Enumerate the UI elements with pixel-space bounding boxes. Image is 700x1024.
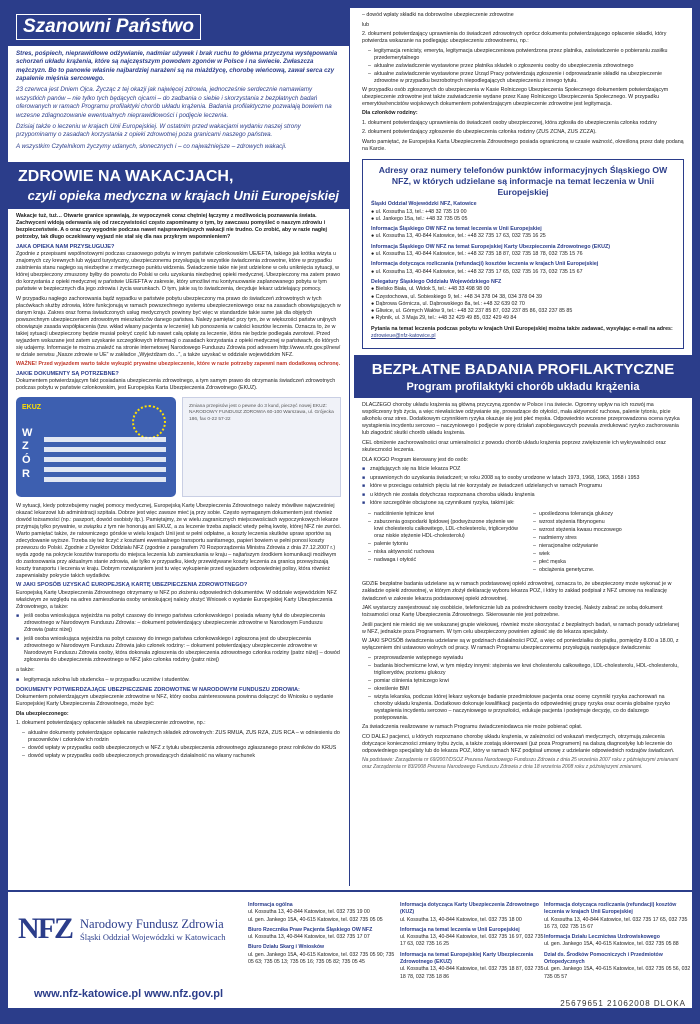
list-item: ■ które szczególnie obciążone są czynnikami ryzyka, takimi jak: (362, 500, 684, 507)
contact-line: ul. Kossutha 13, 40-844 Katowice, tel. 032 735 16 97, 032 735 17 63, 032 735 16 25 (400, 934, 544, 948)
address-block-title: Informacja dotycząca rozliczania (refundacji) kosztów leczenia w krajach Unii Europejskiej (371, 261, 599, 268)
list-item: – zaburzenia gospodarki lipidowej (podwyższone stężenie we krwi cholesterolu całkowitego, LDL-cholesterolu, triglicerydów oraz niskie stężenie HDL-cholesterolu) (368, 519, 519, 540)
prevention-p3: DLA KOGO Program kierowany jest do osób: (362, 456, 468, 463)
email-link[interactable]: zdrowieue@nfz-katowice.pl (371, 332, 436, 339)
list-item: ■ legitymacja szkolna lub studencka – w przypadku uczniów i studentów. (16, 677, 341, 684)
contact-title: Informacja na temat leczenia w Unii Europejskiej (400, 926, 520, 933)
health-list1b (16, 677, 341, 684)
health-list2 (22, 730, 341, 760)
prevention-title: BEZPŁATNE BADANIA PROFILAKTYCZNE (371, 361, 675, 379)
list-item: – upośledzona tolerancja glukozy (533, 511, 684, 518)
address-block (371, 201, 675, 223)
health-subtitle: czyli opieka medyczna w krajach Unii Europejskiej (27, 187, 339, 203)
footer-contacts-1 (248, 902, 398, 966)
address-block (371, 261, 675, 276)
nfz-logo (18, 904, 228, 954)
footer (8, 890, 692, 1008)
address-line: ● ul. Kossutha 13, tel.: +48 32 735 19 00 (371, 208, 467, 215)
right-family-2: 2. dokument potwierdzający zgłoszenie do ubezpieczenia członka rodziny (ZUS ZCNA, ZUS ZCZA). (362, 129, 597, 136)
contact-title: Biuro Działu Skarg i Wniosków (248, 944, 325, 951)
list-item: – legitymacja renicisty, emeryta, legitymacja ubezpieczeniowa potwierdzona przez platnika, zaświadczenie o pobieraniu zasiłku przedemerytalnego (368, 48, 684, 62)
eu-stars-icon (132, 405, 166, 439)
list-item: – dowód wpłaty w przypadku osób ubezpieczonych prowadzących działalność na własny rachunek (22, 753, 341, 760)
greeting-p2: 23 czerwca jest Dniem Ojca. Życząc z tej okazji jak najwięcej zdrowia, jednocześnie serdecznie namawiamy wszystkich panów – nie tylko tych będących ojcami – do zadbania o siebie i skorzystania z bezpłatnych badań oferowanych w ramach Programu profilaktyki chorób układu krążenia. Badania profilaktyczne pozwalają bowiem na wczesne zdiagnozowanie ewentualnych nieprawidłowości i podjęcie leczenia. (16, 86, 332, 119)
list-item: – nadwaga i otyłość (368, 557, 519, 564)
list-item: – aktualne zaświadczenie wystawione przez Urząd Pracy potwierdzają zgłoszenie i odprowadzanie składki na ubezpieczenie zdrowotne w przypadku bezrobotnych niepodlegających ubezpieczeniu z innego tytułu. (368, 71, 684, 85)
ehic-card-section (16, 397, 341, 497)
right-top-list (368, 48, 684, 85)
health-list2-intro: 1. dokument potwierdzający opłacenie składek na ubezpieczenie zdrowotne, np.: (16, 720, 206, 727)
address-block (371, 226, 675, 241)
health-body (8, 209, 349, 766)
health-t5: Europejską Kartę Ubezpieczenia Zdrowotnego otrzymamy w NFZ po złożeniu odpowiednich dokumentów. W oddziale wojewódzkim NFZ właściwym ze względu na adres zamieszkania osoby wnioskującej należy złożyć Wniosek o wydanie Europejskiej Karty Ubezpieczenia Zdrowotnego, a także: (16, 589, 337, 610)
prevention-p9: CO DALEJ pacjenci, u których rozpoznano chorobę układu krążenia, w zależności od wskazań medycznych, otrzymują zalecenia dotyczące konieczności zmiany trybu życia, a także zostają skierowani (już poza Programem) na dalszą diagnostykę lub leczenie do odpowiedniego specjalisty lub do lekarza POZ, który w ramach NFZ podpisał umowę z udzielanie odpowiednich rodzajów świadczeń. (362, 733, 675, 754)
health-t4: W sytuacji, kiedy potrzebujemy nagłej pomocy medycznej, Europejską Kartę Ubezpieczenia Zdrowotnego należy mówiliwe najwcześniej okazać lekarzowi lub administracji szpitala. Dobrze jest więc zawsze mieć ją przy sobie. Często wymaganym dokumentem jest również dowód tożsamości (np.: paszport, dowód osobisty itp.). Pamiętajmy, że w wielu zagranicznych miejscowościach wypoczynkowych lekarze przyjmują tylko prywatnie, w związku z tym nie honorują ani EKUZ, a za leczenie trzeba zapłacić wtedy pełną kwotę, której NFZ nie zwróci. Warto pamiętać także, że ratowniczego górskie w wielu krajach Unii jest w pełni odpłatne, a koszty leczenia skutków upraw sportów są zdecydowanie wyższe. Trzeba się też liczyć z kosztami ewentualnego transportu sanitarnego, papieri bowiem w pełni ponosi koszty przewozu do Polski. Zgodnie z Dyrektor Oddziału NFZ (zgodnie z paragrafem 70 Rozporządzenia Ministra Zdrowia z dnia 27.12.2007 r.) wyda zgodę na pokrycie kosztów transportu do miejsca leczenia lub zamieszkania w kraju – najtańszym środkiem komunikacji możliwym do zastosowania przy aktualnym stanie zdrowia, ale tylko w przypadku, kiedy przewidywane koszty leczenia za granicą przewyższają koszty transportu i leczenia w kraju. Dobrym rozwiązaniem jest tu więc wykupienie przed wyjazdem odpowiedniej polisy, która również zapewniałaby pokrycie takich wydatków. (16, 502, 342, 579)
list-item: – wzrost stężenia fibrynogenu (533, 519, 684, 526)
address-block-title: Śląski Oddział Wojewódzki NFZ, Katowice (371, 201, 477, 208)
greeting-title: Szanowni Państwo (16, 14, 201, 40)
address-line: ● ul. Kossutha 13, 40-844 Katowice, tel.: +48 32 735 18 87, 032 735 18 78, 032 735 15 76 (371, 251, 583, 258)
health-warning: WAŻNE! Przed wyjazdem warto także wykupić prywatne ubezpieczenie, które w razie potrzeby zapewni nam dodatkową ochronę. (16, 361, 341, 368)
right-top5: Warto pamiętać, że Europejska Karta Ubezpieczenia Zdrowotnego posiada ograniczoną w czasie ważność, określoną przez datę podaną na Karcie. (362, 138, 684, 152)
ehic-card-note: Zmiana przepisów jest o pewne do 3 kund, pieczęć nowej EKUZ: NARODOWY FUNDUSZ ZDROWIA 60-100 Warszawa, ul. Grójecka 186, fax 0-22 57-22 (182, 397, 341, 497)
right-top1: – dowód wpłaty składki na dobrowolne ubezpieczenie zdrowotne (362, 12, 514, 18)
greeting-p4: A wszystkim Czytelnikom życzymy udanych, słonecznych i – co najważniejsze – zdrowych wakacji. (16, 142, 287, 150)
address-line: ● Bielsko Biała, ul. Widok 5, tel.: +48 33 498 98 00 (371, 286, 490, 293)
list-item: ■ jeśli osoba wnioskująca wyjeżdża na pobyt czasowy do innego państwa członkowskiego i zgłoszona jest do ubezpieczenia zdrowotnego w Narodowym Funduszu Zdrowia jako członek rodziny: – dokument potwierdzający ubezpieczenie zdrowotne w Narodowym Funduszu Zdrowia osoby, która dokonała zgłoszenia do ubezpieczenia zdrowotnego członka rodziny (patrz niżej) – dowód zgłoszenia do ubezpieczenia zdrowotnego w NFZ jako członka rodziny (patrz niżej) (16, 636, 341, 664)
health-for-insured: Dla ubezpieczonego: (16, 710, 69, 717)
list-item: ■ uprawnionych do uzyskania świadczeń; w roku 2008 są to osoby urodzone w latach 1973, 1968, 1963, 1958 i 1953 (362, 475, 684, 482)
health-h1: JAKA OPIEKA NAM PRZYSŁUGUJE? (16, 243, 115, 250)
health-title: ZDROWIE NA WAKACJACH, (18, 167, 234, 185)
address-line: ● Częstochowa, ul. Sobieskiego 9, tel.: +48 34 378 04 38, 034 378 04 39 (371, 293, 542, 300)
list-item: – aktualne zaświadczenie wystawione przez płatnika składek o zgłoszeniu osoby do ubezpieczenia zdrowotnego (368, 63, 684, 70)
health-h3: W JAKI SPOSÓB UZYSKAĆ EUROPEJSKĄ KARTĘ UBEZPIECZENIA ZDROWOTNEGO? (16, 582, 248, 589)
right-top3: W przypadku osób zgłoszonych do ubezpieczenia w Kasie Rolniczego Ubezpieczenia Społecznego dokumentem potwierdzającym ubezpieczenie zdrowotne jest także zaświadczenie wydane przez Kasę Rolniczego Ubezpieczenia Społecznego. W przypadku emerytów/rencistów wojskowych dokumentem potwierdzającym ubezpieczenie zdrowotne jest legitymacja. (362, 86, 669, 107)
address-line: ● ul. Jankego 15a, tel.: +48 32 735 05 05 (371, 215, 468, 222)
list-item: – pomiar ciśnienia tętniczego krwi (368, 678, 684, 685)
list-item: – wzrost stężenia kwasu moczowego (533, 527, 684, 534)
health-also: a także: (16, 667, 35, 674)
list-item: – nadciśnienie tętnicze krwi (368, 511, 519, 518)
contact-title: Informacja dotycząca Karty Ubezpieczenia Zdrowotnego (KUZ) (400, 902, 539, 916)
contact-line: ul. gen. Jankego 15A, 40-615 Katowice, tel. 032 735 05 90; 735 05 63; 735 05 13; 735 05 16; 735 05 82; 735 05 45 (248, 951, 395, 965)
ehic-card-label: EKUZ (22, 403, 42, 411)
address-line: ● Gliwice, ul. Górnych Wałów 9, tel.: +48 32 237 85 87, 032 237 85 86, 032 237 85 85 (371, 308, 573, 315)
risk-factors (362, 510, 684, 577)
address-line: ● Dąbrowa Górnicza, ul. Dąbrowskiego 8a, tel.: +48 32 639 02 70 (371, 300, 525, 307)
health-t2: W przypadku nagłego zachorowania bądź wypadku w państwie pobytu ubezpieczony ma prawo do świadczeń zdrowotnych w tych placówkach służby zdrowia, które funkcjonują w ramach powszechnego systemu ubezpieczeniowego oraz na zasadach obowiązujących w danym kraju. Zakres oraz forma świadczonych usług medycznych powinny być więc w standardzie takie same jak dla objętych powszechnym ubezpieczeniem zdrowotnym mieszkańców danego państwa. Należy pamiętać przy tym, że w większości państw unijnych obowiązuje zasada współpłacenia (tzw. wkład własny pacjenta w leczenie) lub ponoszenia w całości kosztów leczenia. Oznacza to, że w takiej sytuacji ubezpieczony będzie musiał pokryć część lub nawet całą opłatę za leczenie, która nie będzie podlegała zwrotowi. Przed wyjazdem wskazane jest zatem uzyskanie szczegółowych informacji o zasadach korzystania z opieki medycznej w państwach, do których się udajemy. Informacje te można znaleźć na stronie internetowej Narodowego Funduszu Zdrowia pod adresem http://www.nfz.gov.pl/new/ w dziale serwisu „Nasze zdrowie w UE” w zakładce „Wyjeżdżam do...”, a także uzyskać w oddziale wojewódzkim NFZ. (16, 295, 341, 358)
legal-basis: Na podstawie: Zarządzenia nr 69/2007/DSOZ Prezesa Narodowego Funduszu Zdrowia z dnia 25 września 2007 roku z późniejszymi zmianami oraz Zarządzenia nr 83/2008 Prezesa Narodowego Funduszu Zdrowia z dnia 18 września 2008 roku z późniejszymi zmianami. (362, 757, 679, 770)
list-item: – nieracjonalne odżywianie (533, 543, 684, 550)
prevention-banner (354, 355, 692, 398)
address-line: ● ul. Kossutha 13, 40-844 Katowice, tel.: +48 32 735 17 65, 032 735 16 73, 032 735 15 67 (371, 268, 583, 275)
health-t1: Zgodnie z przepisami wspólnotowymi podczas czasowego pobytu w innym państwie członkowskim UE/EFTA, takiego jak krótka wizyta u znajomych czy krewnych lub wyjazd turystyczny, ubezpieczonemu przysługują te wszystkie świadczenia zdrowotne, które w przypadku zaistnienia stanu nagłego są niezbędne z medycznego punktu widzenia. Świadczenie takie nie jest udzielone w celu uniknięcia sytuacji, w której ubezpieczony zmuszony byłby do powrotu do Polski w celu uzyskania niezbędnej opieki medycznej. Ubezpieczony ma zatem prawo do korzystania z opieki medycznej w państwie UE/EFTA w zakresie, który umożliwi mu kontynuowanie zaplanowanego pobytu w tym państwie w bezpiecznych dla jego zdrowia i życia warunkach. O tym, jakie są to świadczenia, decyduje lekarz udzielający pomocy. (16, 251, 341, 293)
right-family: Dla członków rodziny: (362, 110, 418, 117)
left-column (8, 8, 350, 886)
ehic-card-fields (44, 437, 166, 487)
website-links[interactable]: www.nfz-katowice.pl www.nfz.gov.pl (34, 988, 224, 1000)
ehic-card-watermark: W Z Ó R (22, 426, 33, 480)
list-item: – obciążenia genetyczne. (533, 567, 684, 574)
contact-title: Informacja na temat Europejskiej Karty Ubezpieczenia Zdrowotnego (EKUZ) (400, 951, 534, 965)
contact-title: Informacja Działu Lecznictwa Uzdrowiskowego (544, 934, 660, 941)
nfz-name: Narodowy Fundusz Zdrowia (80, 916, 224, 931)
prevention-subtitle: Program profilaktyki chorób układu krążenia (406, 381, 640, 394)
right-column (354, 8, 692, 886)
nfz-logo-text (80, 917, 226, 942)
greeting-p3: Dzisiaj także o leczeniu w krajach Unii Europejskiej. W ostatnim przed wakacjami wydaniu naszej strony przypominamy o zasadach korzystania z opieki zdrowotnej poza granicami naszego państwa. (16, 122, 301, 139)
health-t6: Dokumentem potwierdzającym ubezpieczenie zdrowotne w NFZ, który osoba zainteresowana powinna dołączyć do Wniosku o wydanie Europejskiej Karty Ubezpieczenia Zdrowotnego, może być: (16, 694, 334, 708)
prevention-p5: JAK wystarczy zarejestrować się osobiście, telefonicznie lub za pośrednictwem osoby trzeciej. Należy zabrać ze sobą dokument tożsamości oraz Kartę Ubezpieczenia Zdrowotnego. Skierowanie nie jest potrzebne. (362, 605, 663, 619)
right-family-1: 1. dokument potwierdzający uprawnienia do świadczeń osoby ubezpieczonej, która zgłosiła do ubezpieczenia członka rodziny (362, 119, 657, 126)
list-item: – nadmierny stres (533, 535, 684, 542)
ehic-card-image (16, 397, 176, 497)
address-line: ● Rybnik, ul. 3 Maja 29, tel.: +48 32 429 49 85, 032 429 49 84 (371, 315, 517, 322)
list-item: – niska aktywność ruchowa (368, 549, 519, 556)
page-inner (8, 8, 692, 1008)
risk-factors-left (368, 511, 519, 575)
health-banner (8, 162, 349, 209)
list-item: – wizyta lekarska, podczas której lekarz wykonuje badanie przedmiotowe pacjenta oraz ocenę czynniki ryzyka zachorowań na choroby układu krążenia. Dodatkowo dokonuje kwalifikacji pacjenta do odpowiedniej grupy ryzyka oraz ocenia globalne ryzyko wystąpienia incydentu sercowo – naczyniowego w przyszłości, edukuje pacjenta i podejmuje decyzję, co do dalszego postępowania. (368, 694, 684, 722)
list-item: – badania biochemiczne krwi, w tym między innymi: stężenia we krwi cholesterolu całkowitego, LDL-cholesterolu, HDL-cholesterolu, triglicerydów, poziomu glukozy (368, 663, 684, 677)
address-email-note: Pytania na temat leczenia podczas pobytu w krajach Unii Europejskiej można także zadawać, wysyłając e-mail na adres: zdrowieue@nfz-katowice.pl (371, 325, 673, 339)
footer-contacts-2 (400, 902, 550, 981)
list-item: – określenie BMI (368, 686, 684, 693)
print-code: 25679651 21062008 DLOKA (560, 999, 686, 1008)
health-h2: JAKIE DOKUMENTY SĄ POTRZEBNE? (16, 371, 119, 378)
address-block (371, 244, 675, 259)
services-list (368, 655, 684, 722)
nfz-branch: Śląski Oddział Wojewódzki w Katowicach (80, 931, 226, 942)
contact-title: Dział ds. Środków Pomocniczych i Przedmiotów Ortopedycznych (544, 951, 663, 965)
address-blocks (371, 201, 675, 322)
nfz-logo-mark: NFZ (18, 912, 72, 945)
contact-title: Informacja dotycząca rozliczania (refundacji) kosztów leczenia w krajach Unii Europejskiej (544, 902, 677, 916)
list-item: ■ które w przeciągu ostatnich pięciu lat nie korzystały ze świadczeń udzielanych w ramach Programu (362, 483, 684, 490)
list-item: ■ znajdujących się na liście lekarza POZ (362, 466, 684, 473)
prevention-list1 (362, 466, 684, 507)
address-block-title: Delegatury Śląskiego Oddziału Wojewódzkiego NFZ (371, 278, 502, 285)
prevention-p4: GDZIE bezpłatne badania udzielane są w ramach podstawowej opieki zdrowotnej, oznacza to, że ubezpieczony może wykonać je w zakładzie opieki zdrowotnej, w którym złożył deklarację wyboru lekarza POZ, i który to zakład podpisał z NFZ umowę na realizację świadczeń w zakresie lekarza podstawowej opieki zdrowotnej. (362, 581, 672, 602)
list-item: ■ u których nie została dotychczas rozpoznana choroba układu krążenia (362, 492, 684, 499)
health-t3: Dokumentem potwierdzającym fakt posiadania ubezpieczenia zdrowotnego, a tym samym prawo do otrzymania świadczeń zdrowotnych podczas pobytu w państwie członkowskim, jest Europejska Karta Ubezpieczenia Zdrowotnego (EKUZ). (16, 378, 336, 392)
right-or: lub (362, 21, 370, 28)
greeting-banner (8, 8, 349, 46)
contact-line: ul. gen. Jankego 15A, 40-615 Katowice, tel. 032 735 05 05 (248, 916, 383, 923)
contact-line: ul. gen. Jankego 15A, 40-615 Katowice, tel. 032 735 05 88 (544, 941, 679, 948)
list-item: – dowód wpłaty w przypadku osób ubezpieczonych w NFZ z tytułu ubezpieczenia zdrowotnego zgłaszanego przez rolników do KRUS (22, 745, 341, 752)
right-top-text (362, 12, 684, 153)
address-line: ● ul. Kossutha 13, 40-844 Katowice, tel.: +48 32 735 17 63, 032 735 16 25 (371, 233, 546, 240)
address-block-title: Informacja Śląskiego OW NFZ na temat leczenia w Unii Europejskiej (371, 226, 542, 233)
prevention-p1: DLACZEGO choroby układu krążenia są główną przyczyną zgonów w Polsce i na świecie. Ogromny wpływ na ich rozwój ma współczesny tryb życia, a więc niewłaściwe odżywianie się, prowadzące do otyłości, mała aktywność ruchowa, palenie tytoniu, picie alkoholu oraz stres. Dodatkowym czynnikiem ryzyka okazuje się jest płeć męska. Odpowiednio wczesne przeprowadzona ocena ryzyka wystąpienia incydentu sercowo – naczyniowego i podjęcie w porę działań zapobiegawczych pozwala zredukować ryzyko zachorowania lub złagodzić skutki chorób układu krążenia. (362, 402, 680, 437)
health-lead: Wakacje tuż, tuż… Otwarte granice sprawiają, że wypoczynek coraz chętniej łączymy z możliwością poznawania świata. Zachwyceni widoją oderwania się od rzeczywistości często zapominamy o tym, by zawczasu pomyśleć o naszym zdrowiu i bezpieczeństwie. A o oraz czy wygodnie podczas nawet najsprawniejszych wakacji nie trudno. Co zrobić, aby w razie nagłej potrzeby, tak długo oczekiwany wyjazd nie stał się dla nas przykrym wspomnieniem? (16, 212, 328, 241)
address-box (362, 159, 684, 349)
prevention-p8: Za świadczenia realizowane w ramach Programu świadczeniodawca nie może pobierać opłat. (362, 724, 583, 730)
contact-line: ul. Kossutha 13, 40-844 Katowice, tel. 032 735 19 00 (248, 909, 370, 916)
greeting-p1: Stres, pośpiech, nieprawidłowe odżywianie, nadmiar używek i brak ruchu to główna przyczyna występowania schorzeń układu krążenia, które są najczęstszym powodem zgonów w Polsce i na świecie. Zwłaszcza mężczyzn. Bo to panowie właśnie najbardziej narażeni są na miażdżycę, chorobę wieńcową, zawał serca czy zapalenie mięśnia sercowego. (16, 50, 338, 83)
list-item: – przeprowadzenie wstępnego wywiadu (368, 655, 684, 662)
list-item: – palenie tytoniu (368, 541, 519, 548)
prevention-p2: CEL obniżenie zachorowalności oraz umieralności z powodu chorób układu krążenia poprzez zwiększenie ich wykrywalności oraz skuteczności leczenia. (362, 439, 666, 453)
contact-line: ul. Kossutha 13, 40-844 Katowice, tel. 032 735 17 07 (248, 934, 370, 941)
prevention-p7: W JAKI SPOSÓB świadczenia udzielane są w godzinach działalności POZ, a więc od poniedziałku do piątku, pomiędzy 8.00 a 18.00, z wyłączeniem dni ustawowo wolnych od pracy. W ramach Programu ubezpieczonemu przysługują następujące świadczenia: (362, 638, 679, 652)
footer-contacts-3 (544, 902, 694, 981)
prevention-p6: Jeśli pacjent nie mieści się we wskazanej grupie wiekowej, również może skorzystać z bezpłatnych badań, w ramach porady udzielanej w NFZ, jednakże poza Programem. W tym celu ubezpieczony powinien zgłosić się do lekarza specjalisty. (362, 621, 680, 635)
list-item: – wiek (533, 551, 684, 558)
right-top2: 2. dokument potwierdzający uprawnienia do świadczeń zdrowotnych oprócz dokumentu potwierdzającego opłacenie składki, który potwierdza wskazanie na podlegając ubezpieczeniu zdrowotnemu, np.: (362, 31, 667, 45)
health-list1 (16, 613, 341, 664)
contact-title: Informacja ogólna (248, 902, 293, 908)
list-item: – aktualne dokumenty potwierdzające opłacanie należnych składek zdrowotnych: ZUS RMUA, ZUS RZA, ZUS RCA – w odniesieniu do pracowników i członków ich rodzin (22, 730, 341, 744)
list-item: – płeć męska (533, 559, 684, 566)
address-block-title: Informacja Śląskiego OW NFZ na temat Europejskiej Karty Ubezpieczenia Zdrowotnego (EKUZ) (371, 243, 610, 250)
contact-line: ul. Kossutha 13, 40-844 Katowice, tel. 032 735 17 65, 032 735 16 73, 032 735 15 67 (544, 916, 688, 930)
address-block (371, 279, 675, 323)
contact-line: ul. Kossutha 13, 40-844 Katowice, tel. 032 735 18 87, 032 735 18 78, 032 735 18 86 (400, 966, 544, 980)
health-h4: DOKUMENTY POTWIERDZAJĄCE UBEZPIECZENIE ZDROWOTNE W NARODOWYM FUNDUSZU ZDROWIA: (16, 686, 300, 693)
contact-line: ul. Kossutha 13, 40-844 Katowice, tel. 032 735 18 00 (400, 916, 522, 923)
risk-factors-right (533, 511, 684, 575)
greeting-intro (8, 46, 349, 158)
contact-title: Biuro Rzecznika Praw Pacjenta Śląskiego OW NFZ (248, 926, 373, 933)
list-item: ■ jeśli osoba wnioskująca wyjeżdża na pobyt czasowy do innego państwa członkowskiego i posiada własny tytuł do ubezpieczenia zdrowotnego w Narodowym Funduszu Zdrowia: – dokument potwierdzający ubezpieczenie zdrowotne w Narodowym Funduszu Zdrowia (patrz niżej) (16, 613, 341, 634)
prevention-body (362, 402, 684, 770)
address-title: Adresy oraz numery telefonów punktów informacyjnych Śląskiego OW NFZ, w których udzielane są informacje na temat leczenia w Unii Europejskiej (378, 165, 668, 197)
contact-line: ul. gen. Jankego 15A, 40-615 Katowice, tel. 032 735 05 56, 032 735 05 57 (544, 966, 691, 980)
